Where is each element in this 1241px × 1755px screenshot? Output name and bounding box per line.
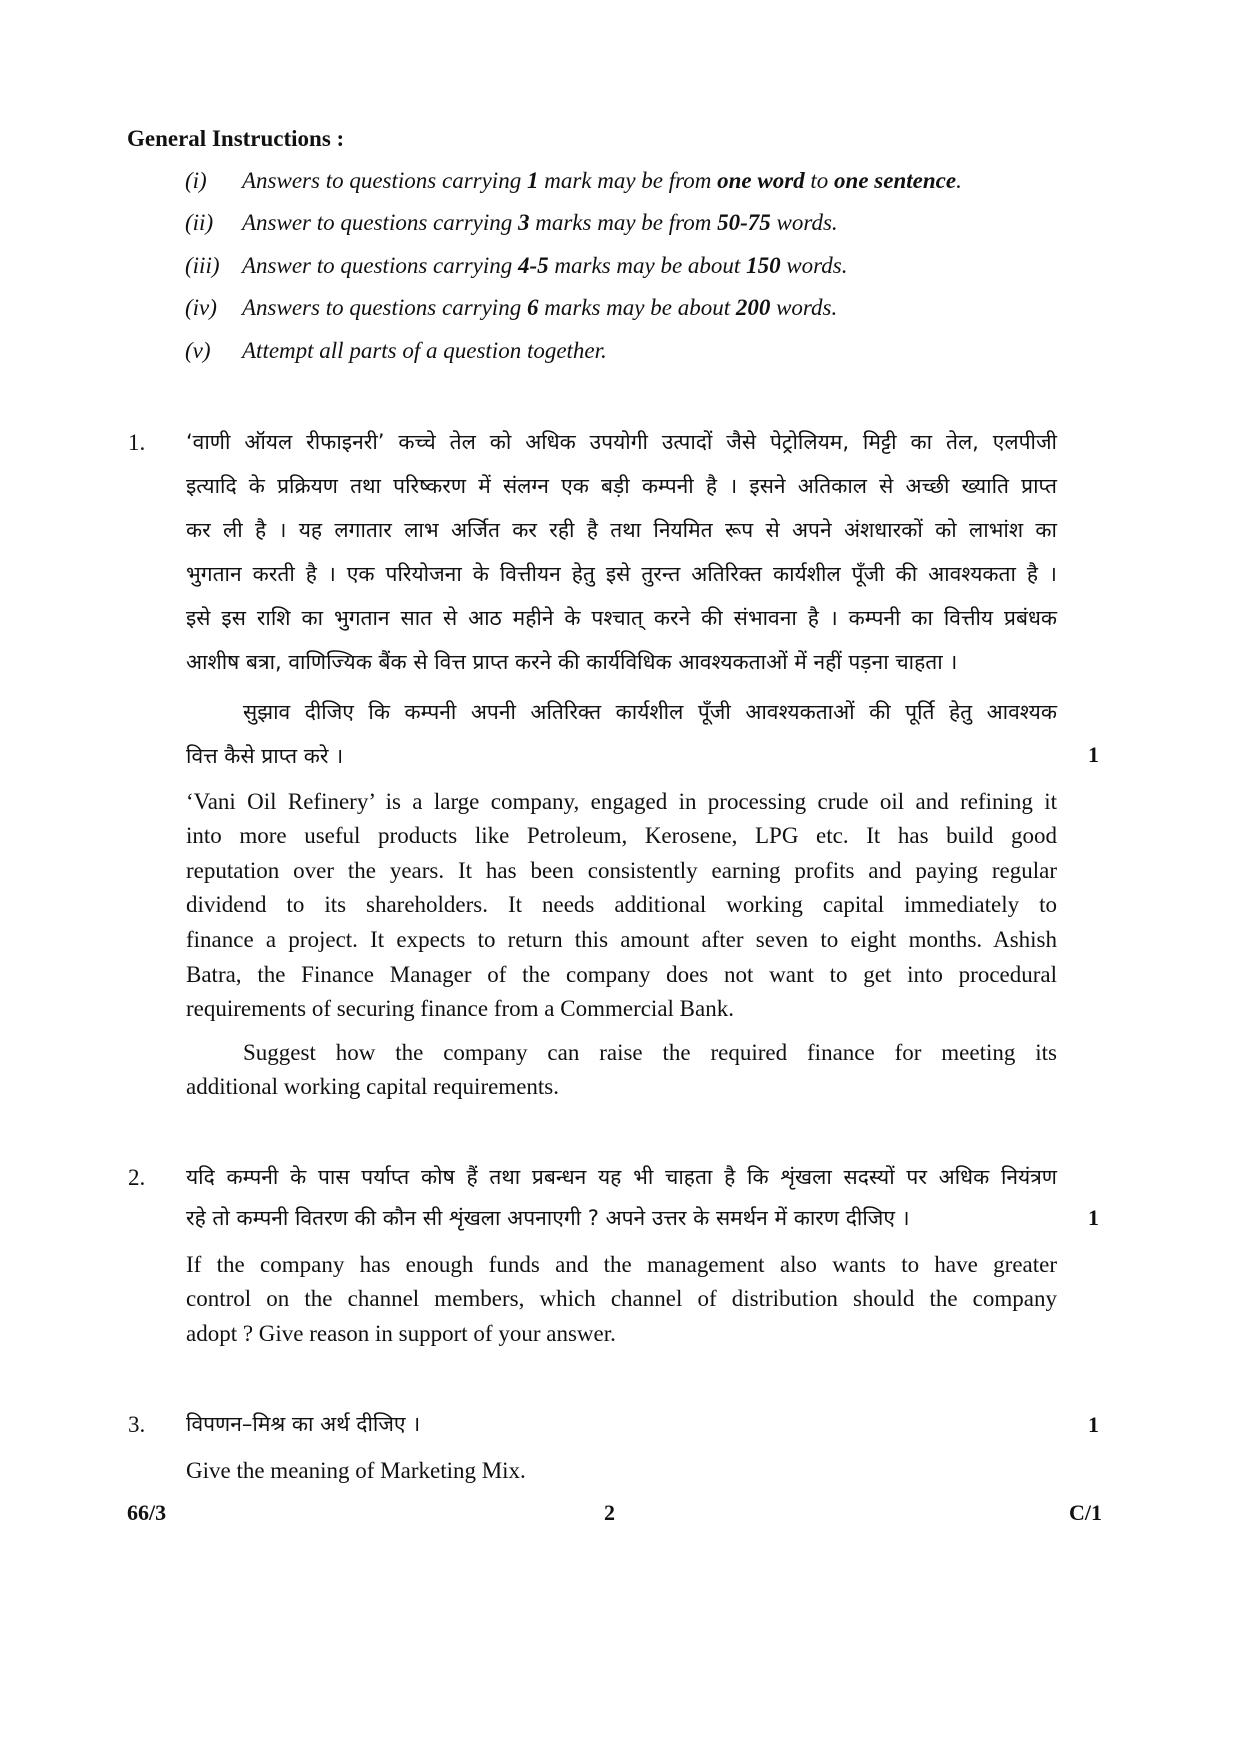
question-hindi-line: आशीष बत्रा, वाणिज्यिक बैंक से वित्त प्राप्त करने की कार्यविधिक आवश्यकताओं में नहीं पड़ना चाहता । (186, 650, 958, 674)
marks-label: 1 (1088, 742, 1099, 767)
question-hindi-line: ‘वाणी ऑयल रीफाइनरी’ कच्चे तेल को अधिक उपयोगी उत्पादों जैसे पेट्रोलियम, मिट्टी का तेल, एलपीजी (186, 430, 1057, 454)
question-english-line: requirements of securing finance from a Commercial Bank. (186, 996, 734, 1021)
question-hindi-line: यदि कम्पनी के पास पर्याप्त कोष हैं तथा प्रबन्धन यह भी चाहता है कि शृंखला सदस्यों पर अधिक नियंत्रण (186, 1165, 1057, 1189)
instruction-number: (v) (185, 338, 211, 363)
instructions-heading: General Instructions : (127, 126, 345, 151)
instruction-number: (iv) (185, 295, 217, 320)
question-hindi-line: भुगतान करती है । एक परियोजना के वित्तीयन हेतु इसे तुरन्त अतिरिक्त कार्यशील पूँजी की आवश्यकता है । (186, 562, 1057, 586)
instruction-number: (i) (185, 168, 207, 193)
question-english-prompt: additional working capital requirements. (186, 1074, 559, 1099)
question-hindi-prompt: सुझाव दीजिए कि कम्पनी अपनी अतिरिक्त कार्यशील पूँजी आवश्यकताओं की पूर्ति हेतु आवश्यक (243, 700, 1057, 724)
question-english-line: finance a project. It expects to return this amount after seven to eight months. Ashish (186, 927, 1057, 952)
question-hindi-line: इसे इस राशि का भुगतान सात से आठ महीने के पश्चात् करने की संभावना है । कम्पनी का वित्तीय प्रबंधक (186, 606, 1057, 630)
question-english-line: dividend to its shareholders. It needs additional working capital immediately to (186, 892, 1057, 917)
instruction-item: Answers to questions carrying 6 marks may be about 200 words. (242, 295, 838, 320)
question-english-line: ‘Vani Oil Refinery’ is a large company, engaged in processing crude oil and refining it (186, 789, 1057, 814)
page-number: 2 (604, 1500, 615, 1525)
paper-code: 66/3 (127, 1500, 167, 1525)
question-hindi-line: कर ली है । यह लगातार लाभ अर्जित कर रही है तथा नियमित रूप से अपने अंशधारकों को लाभांश का (186, 518, 1057, 542)
question-english-prompt: Suggest how the company can raise the required finance for meeting its (243, 1040, 1057, 1065)
question-hindi-prompt: वित्त कैसे प्राप्त करे । (186, 744, 344, 768)
question-number: 2. (128, 1165, 146, 1190)
marks-label: 1 (1088, 1412, 1099, 1437)
marks-label: 1 (1088, 1205, 1099, 1230)
question-number: 1. (128, 430, 146, 455)
instruction-item: Answers to questions carrying 1 mark may be from one word to one sentence. (242, 168, 962, 193)
instruction-number: (ii) (185, 210, 214, 235)
set-code: C/1 (1069, 1500, 1102, 1525)
question-hindi-line: रहे तो कम्पनी वितरण की कौन सी शृंखला अपनाएगी ? अपने उत्तर के समर्थन में कारण दीजिए । (186, 1206, 910, 1230)
question-english-line: into more useful products like Petroleum, Kerosene, LPG etc. It has build good (186, 823, 1057, 848)
question-hindi-line: विपणन–मिश्र का अर्थ दीजिए । (186, 1412, 421, 1436)
question-english-line: Batra, the Finance Manager of the company does not want to get into procedural (186, 962, 1057, 987)
question-english-line: adopt ? Give reason in support of your answer. (186, 1321, 616, 1346)
question-hindi-line: इत्यादि के प्रक्रियण तथा परिष्करण में संलग्न एक बड़ी कम्पनी है । इसने अतिकाल से अच्छी ख्याति प्राप्त (186, 474, 1057, 498)
instruction-number: (iii) (185, 253, 220, 278)
question-english-line: reputation over the years. It has been consistently earning profits and paying regular (186, 858, 1057, 883)
instruction-item: Answer to questions carrying 4-5 marks may be about 150 words. (242, 253, 848, 278)
instruction-item: Answer to questions carrying 3 marks may be from 50-75 words. (242, 210, 838, 235)
question-number: 3. (128, 1412, 146, 1437)
question-english-line: If the company has enough funds and the management also wants to have greater (186, 1252, 1057, 1277)
question-english-line: control on the channel members, which channel of distribution should the company (186, 1286, 1057, 1311)
instruction-item: Attempt all parts of a question together. (242, 338, 607, 363)
question-english-line: Give the meaning of Marketing Mix. (186, 1458, 526, 1483)
